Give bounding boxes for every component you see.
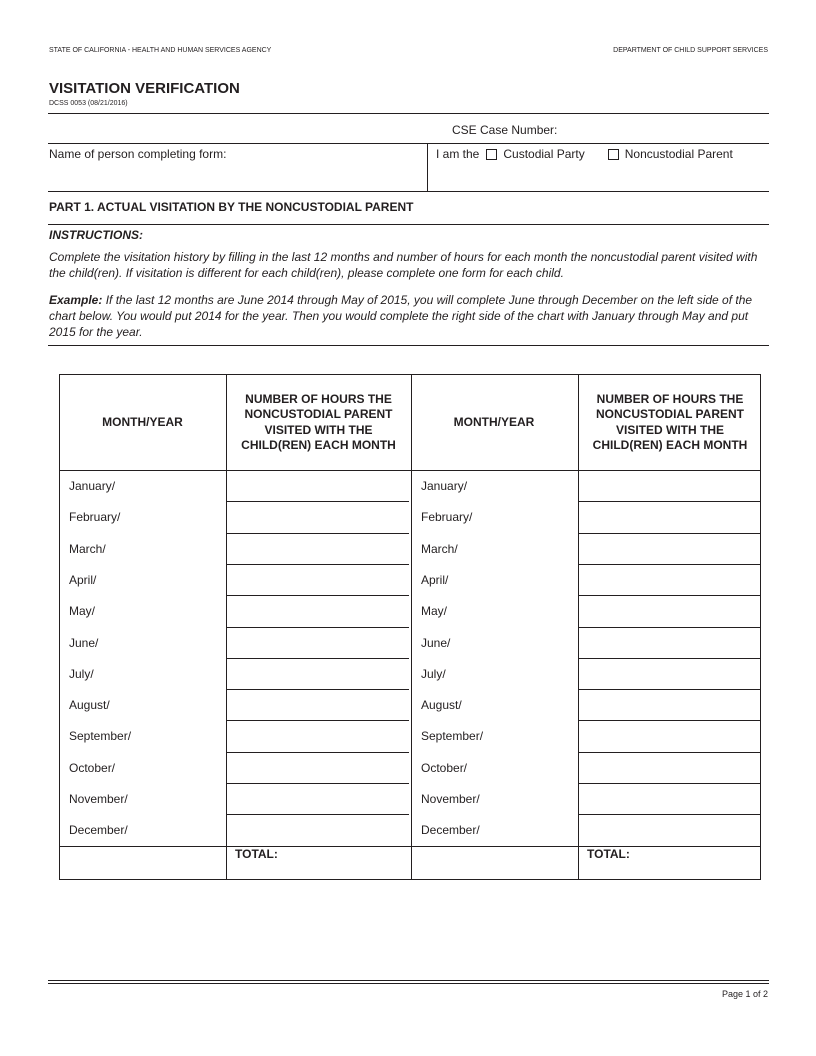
right-month-label: November/ (421, 792, 480, 806)
right-month-label: June/ (421, 635, 451, 650)
left-month-label: April/ (69, 572, 97, 587)
left-hours-cell[interactable] (227, 815, 411, 844)
agency-name: STATE OF CALIFORNIA - HEALTH AND HUMAN SERVICES AGENCY (49, 47, 272, 54)
left-hours-cell[interactable] (227, 784, 411, 813)
footer-rule-2 (48, 983, 769, 984)
rule-case-bottom (48, 143, 769, 144)
party-type-row (436, 147, 733, 161)
right-hours-cell[interactable] (579, 565, 761, 594)
left-hours-cell[interactable] (227, 628, 411, 657)
left-hours-cell[interactable] (227, 534, 411, 563)
right-month-label: July/ (421, 666, 446, 681)
instructions-heading: INSTRUCTIONS: (49, 228, 143, 242)
right-month-label: May/ (421, 604, 448, 619)
table-total-line (60, 846, 760, 847)
noncustodial-parent-checkbox[interactable] (608, 149, 619, 160)
right-month-label: October/ (421, 760, 468, 775)
left-hours-cell[interactable] (227, 721, 411, 750)
right-month-label: February/ (421, 510, 473, 525)
form-id: DCSS 0053 (08/21/2016) (49, 100, 128, 107)
left-month-label: February/ (69, 510, 121, 525)
right-month-header: MONTH/YEAR (453, 414, 535, 429)
left-month-label: October/ (69, 760, 116, 775)
part1-heading: PART 1. ACTUAL VISITATION BY THE NONCUSTODIAL PARENT (49, 200, 414, 214)
example-text: If the last 12 months are June 2014 through May of 2015, you will complete June through December on the left side of the chart below. You would put 2014 for the year. Then you would complete the right side of the chart with January through May and put 2015 for the year. (49, 293, 753, 339)
left-month-label: September/ (69, 729, 132, 744)
right-hours-cell[interactable] (579, 815, 761, 844)
right-month-label: December/ (421, 823, 480, 838)
right-month-label: March/ (421, 541, 458, 556)
rule-top (48, 113, 769, 114)
right-hours-cell[interactable] (579, 784, 761, 813)
left-hours-cell[interactable] (227, 596, 411, 625)
left-month-label: May/ (69, 604, 96, 619)
left-hours-cell[interactable] (227, 690, 411, 719)
visitation-table (59, 374, 761, 880)
left-hours-cell[interactable] (227, 659, 411, 688)
right-hours-cell[interactable] (579, 690, 761, 719)
page-number: Page 1 of 2 (721, 989, 768, 999)
left-hours-cell[interactable] (227, 502, 411, 531)
rule-fields-bottom (48, 191, 769, 192)
left-month-label: January/ (69, 479, 116, 493)
left-month-label: June/ (69, 635, 99, 650)
table-column-line (411, 375, 412, 879)
right-hours-header: NUMBER OF HOURS THE NONCUSTODIAL PARENT VISITED WITH THE CHILD(REN) EACH MONTH (592, 391, 748, 452)
right-hours-cell[interactable] (579, 721, 761, 750)
form-title: VISITATION VERIFICATION (49, 80, 240, 97)
right-hours-cell[interactable] (579, 628, 761, 657)
right-month-label: August/ (421, 698, 462, 713)
right-month-label: September/ (421, 729, 484, 744)
footer-rule-1 (48, 980, 769, 981)
left-hours-cell[interactable] (227, 565, 411, 594)
department-name: DEPARTMENT OF CHILD SUPPORT SERVICES (613, 47, 768, 54)
i-am-label: I am the (436, 147, 480, 161)
left-month-label: December/ (69, 823, 128, 838)
instructions-text: Complete the visitation history by filling in the last 12 months and number of hours for each month the noncustodial parent visited with the child(ren). If visitation is different for each child(ren), please complete one form for each child. (49, 250, 758, 280)
left-month-label: November/ (69, 792, 128, 806)
example-paragraph (49, 292, 771, 340)
right-month-label: April/ (421, 572, 449, 587)
right-total-label: TOTAL: (587, 846, 630, 861)
left-total-label: TOTAL: (235, 846, 278, 861)
left-hours-cell[interactable] (227, 753, 411, 782)
right-month-label: January/ (421, 479, 468, 493)
field-divider (427, 143, 428, 191)
left-month-label: July/ (69, 666, 94, 681)
right-hours-cell[interactable] (579, 502, 761, 531)
name-field[interactable]: Name of person completing form: (49, 147, 227, 161)
example-label: Example: (49, 293, 103, 307)
case-number-label: CSE Case Number: (452, 123, 558, 137)
custodial-party-checkbox[interactable] (486, 149, 497, 160)
left-hours-header: NUMBER OF HOURS THE NONCUSTODIAL PARENT VISITED WITH THE CHILD(REN) EACH MONTH (241, 391, 396, 452)
right-hours-cell[interactable] (579, 753, 761, 782)
right-hours-cell[interactable] (579, 659, 761, 688)
right-hours-cell[interactable] (579, 471, 761, 500)
right-hours-cell[interactable] (579, 596, 761, 625)
left-month-label: March/ (69, 541, 106, 556)
rule-instructions-bottom (48, 345, 769, 346)
left-hours-cell[interactable] (227, 471, 411, 500)
noncustodial-parent-label: Noncustodial Parent (624, 147, 733, 161)
left-month-header: MONTH/YEAR (102, 414, 183, 429)
right-hours-cell[interactable] (579, 534, 761, 563)
left-month-label: August/ (69, 698, 110, 713)
custodial-party-label: Custodial Party (503, 147, 585, 161)
rule-part1 (48, 224, 769, 225)
